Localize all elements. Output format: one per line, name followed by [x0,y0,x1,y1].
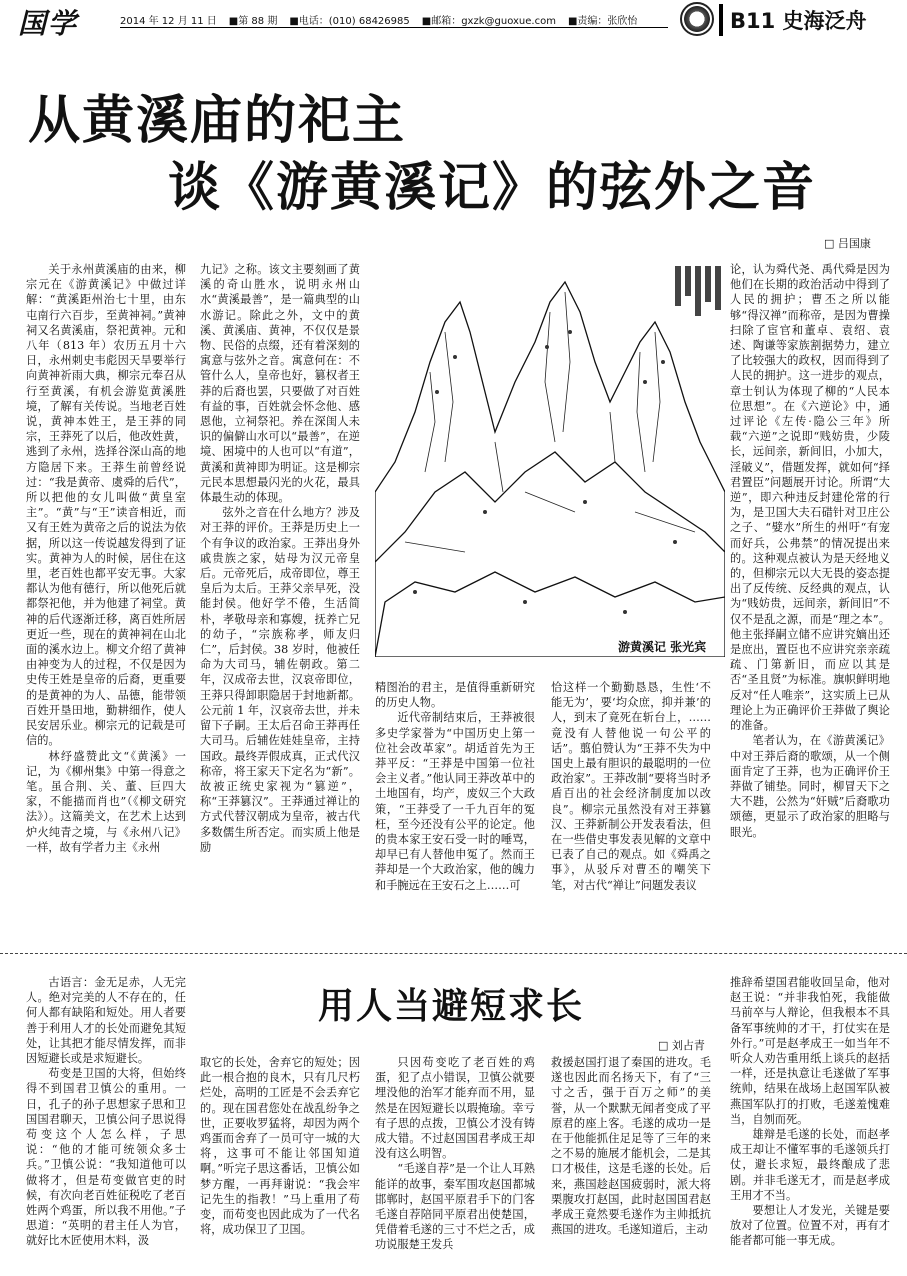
paragraph: 推辞希望国君能收回呈命，他对赵王说：“并非我怕死，我能做马前卒与人辩论，但我根本不具备军事统帅的才干，打仗实在是外行。”可是赵孝成王一如当年不听众人劝告重用纸上谈兵的赵括一样，还是执意让毛遂做了军事统帅，结果在战场上赵国军队被燕国军队打的打败，毛遂羞愧难当，自刎而死。 [730,976,890,1126]
article2-column-2 [200,1055,360,1273]
editor: ■责编：张欣怡 [567,16,638,27]
paragraph: 关于永州黄溪庙的由来，柳宗元在《游黄溪记》中做过详解：“黄溪距州治七十里，由东屯南行六百步，至黄神祠。”黄神祠又名黄溪庙，祭祀黄神。元和八年（813 年）农历五月十六日，永州刺史韦彪因天旱要举行向黄神祈雨大典，柳宗元奉召从行至黄溪，有机会游览黄溪胜境，了解有关传说。当地老百姓说，黄神本姓王，是王莽的同宗，王莽死了以后，他改姓黄，逃到了永州，选择谷深山高的地方隐居下来。王莽生前曾经说过：“我是黄帝、虞舜的后代”，所以把他的女儿叫做“黄皇室主”。“黄”与“王”读音相近，而又有王姓为黄帝之后的说法为依据，所以这一传说越发得到了证实。黄神为人的时候，居住在这里，老百姓也都平安无事。大家都认为他有德行，所以他死后就都祭祀他，并为他建了祠堂。黄神的后代逐渐迁移，离百姓所居更近一些，现在的黄神祠在山北面的溪水边上。柳文介绍了黄神由神变为人的过程，不仅是因为史传王姓是皇帝的后裔，更重要的是黄神的为人、品德，能带领百姓开垦田地，勤耕细作，使人民安居乐业。柳宗元的记载是可信的。 [26,263,186,748]
paragraph: 笔者认为，在《游黄溪记》中对王莽后裔的歌颂，从一个侧面肯定了王莽，也为正确评价王莽做了铺垫。同时，柳冒天下之大不韪，公然为“奸贼”后裔歌功颂德，更显示了政治家的胆略与眼光。 [730,734,890,839]
article1-column-4 [551,680,711,950]
paragraph: 苟变是卫国的大将，但始终得不到国君卫慎公的重用。一日，孔子的孙子思想家子思和卫国国君聊天，卫慎公问子思说得苟变这个人怎么样，子思说：“他的才能可统领众多士兵。”卫慎公说：“我知道他可以做将才，但是苟变做官吏的时候，有次向老百姓征税吃了老百姓两个鸡蛋，所以我不用他。”子思道：“英明的君主任人为官，就好比木匠使用木料，汲 [26,1067,186,1248]
article1-column-1 [26,262,186,950]
page-header [0,0,907,42]
issue-date: 2014 年 12 月 11 日 [120,16,217,27]
masthead-logo: 国学 [18,7,79,40]
paragraph: “毛遂自荐”是一个让人耳熟能详的故事，秦军围攻赵国都城邯郸时，赵国平原君手下的门客毛遂自荐陪同平原君出使楚国，凭借着毛遂的三寸不烂之舌，成功说服楚王发兵 [375,1162,535,1252]
section-label: B11 史海泛舟 [730,9,867,33]
article1-title-line1: 从黄溪庙的祀主 [28,90,407,151]
article2-title: 用人当避短求长 [318,985,585,1027]
paragraph: 九记》之称。该文主要刻画了黄溪的奇山胜水，说明永州山水“黄溪最善”，是一篇典型的山水游记。除此之外，文中的黄溪、黄溪庙、黄神，不仅仅是景物、民俗的点缀，还有着深刻的寓意与弦外之音。寓意何在：不管什么人，皇帝也好，篡权者王莽的后裔也罢，只要做了对百姓有益的事，百姓就会怀念他、感恩他，立祠祭祀。养在深闺人未识的偏僻山水可以“最善”，在逆境、困境中的人也可以“有道”，黄溪和黄神即为明证。这是柳宗元民本思想最闪光的火花，最具体最生动的体现。 [200,263,360,505]
paragraph: 雄辩是毛遂的长处，而赵孝成王却让不懂军事的毛遂领兵打仗，避长求短，最终酿成了悲剧。并非毛遂无才，而是赵孝成王用才不当。 [730,1128,890,1202]
painting-caption: 游黄溪记 张光宾 [618,640,707,654]
paragraph: 弦外之音在什么地方？涉及对王莽的评价。王莽是历史上一个有争议的政治家。王莽出身外戚贵族之家，姑母为汉元帝皇后。元帝死后，成帝即位，尊王皇后为太后。王莽父亲早死，没能封侯。他好学不倦，生活简朴，孝敬母亲和寡嫂，抚养亡兄的幼子，“宗族称孝，师友归仁”，后封侯。38 岁时，他被任命为大司马，辅佐朝政。第二年，汉成帝去世，汉哀帝即位，王莽只得卸职隐居于封地新都。公元前 1 年，汉哀帝去世，并未留下子嗣。王太后召命王莽再任大司马。后辅佐娃娃皇帝，主持国政。最终弄假成真，正式代汉称帝，将王家天下定名为“新”。故被正统史家视为“篡逆”，称“王莽篡汉”。王莽通过禅让的方式代替汉朝成为皇帝，被古代多数儒生所否定。而实质上他是励 [200,506,360,854]
email: ■邮箱：gxzk@guoxue.com [421,16,556,27]
section-divider-line [0,953,907,954]
article2-column-3 [375,1055,535,1273]
article1-column-3 [375,680,535,950]
article2-column-1 [26,975,186,1273]
paragraph: 要想让人才发光，关键是要放对了位置。位置不对，再有才能者都可能一事无成。 [730,1204,890,1248]
section-divider [719,4,723,36]
header-rule [120,27,668,28]
issue-number: ■第 88 期 [228,16,278,27]
phone: ■电话：(010) 68426985 [289,16,410,27]
article1-title-line2: 谈《游黄溪记》的弦外之音 [168,157,817,218]
paragraph: 林纾盛赞此文“《黄溪》一记，为《柳州集》中第一得意之笔。虽合荆、关、董、巨四大家，不能描而肖也”（《柳文研究法》）。这篇美文，在艺术上达到炉火纯青之境，与《永州八记》一样，故有学者力主《永州 [26,749,186,854]
paragraph: 只因苟变吃了老百姓的鸡蛋，犯了点小错误，卫慎公就要埋没他的治军才能弃而不用，显然是在因短避长以瑕掩瑜。幸亏有子思的点拨，卫慎公才没有铸成大错。不过赵国国君孝成王却没有这么明智。 [375,1056,535,1161]
paragraph: 古语言：金无足赤，人无完人。绝对完美的人不存在的，任何人都有缺陷和短处。用人者要善于利用人才的长处而避免其短处，让其把才能尽情发挥，而非因短避长或是求短避长。 [26,976,186,1066]
paragraph: 恰这样一个勤勤恳恳，生性‘不能无为’，要‘均众庶，抑并兼’的人，到末了竟死在斩台上，……竟没有人替他说一句公平的话”。翦伯赞认为“王莽不失为中国史上最有胆识的最聪明的一位政治家”。王莽改制“要将当时矛盾百出的社会经济制度加以改良”。柳宗元虽然没有对王莽篡汉、王莽新制公开发表看法，但在一些借史事发表见解的文章中已表了自己的观点。如《舜禹之事》，从驳斥对曹丕的嘲笑下笔，对古代“禅让”问题发表议 [551,681,711,892]
landscape-painting [375,262,725,657]
article2-column-5 [730,975,890,1273]
paragraph: 救援赵国打退了秦国的进攻。毛遂也因此而名扬天下，有了“三寸之舌，强于百万之师”的美誉，从一个默默无闻者变成了平原君的座上客。毛遂的成功一是在于他能抓住足足等了三年的来之不易的施展才能机会，二是其口才极佳，这是毛遂的长处。后来，燕国趁赵国疲弱时，派大将栗腹攻打赵国，此时赵国国君赵孝成王竟然要毛遂作为主帅抵抗燕国的进攻。毛遂知道后，主动 [551,1056,711,1237]
header-info [120,12,637,27]
paragraph: 取它的长处，舍弃它的短处；因此一根合抱的良木，只有几尺朽烂处，高明的工匠是不会丢弃它的。现在国君您处在战乱纷争之世，正要收罗猛将，却因为两个鸡蛋而舍弃了一员可守一城的大将，这事可不能让邻国知道啊。”听完子思这番话，卫慎公如梦方醒，一再拜谢说：“我会牢记先生的指教！”马上重用了苟变，而苟变也因此成为了一代名将，成功保卫了卫国。 [200,1056,360,1237]
article1-byline: □ 吕国康 [824,237,871,250]
paragraph: 精图治的君主，是值得重新研究的历史人物。 [375,681,535,710]
article1-column-2 [200,262,360,950]
article1-column-5 [730,262,890,950]
seal-icon [680,2,714,36]
article2-byline: □ 刘占青 [658,1039,705,1052]
article2-column-4 [551,1055,711,1273]
paragraph: 近代帝制结束后，王莽被很多史学家誉为“中国历史上第一位社会改革家”。胡适首先为王莽平反：“王莽是中国第一位社会主义者。”他认同王莽改革中的土地国有，均产，废奴三个大政策，“王莽受了一千九百年的冤枉，至今还没有公平的论定。他的贵本家王安石受一时的唾骂，却早已有人替他申冤了。然而王莽却是一个大政治家，他的魄力和手腕远在王安石之上……可 [375,711,535,892]
paragraph: 论，认为舜代尧、禹代舜是因为他们在长期的政治活动中得到了人民的拥护；曹丕之所以能够“得汉禅”而称帝，是因为曹操扫除了宦官和董卓、袁绍、袁述、陶谦等家族割据势力，建立了比较强大的政权，因而得到了人民的拥护。这一进步的观点，章士钊认为体现了柳的“人民本位思想”。在《六逆论》中，通过评论《左传·隐公三年》所载“六逆”之说即“贱妨贵，少陵长，远间亲，新间旧，小加大，淫破义”，借题发挥，就如何“择君置臣”问题展开讨论。所谓“大逆”，即六种违反封建伦常的行为，是卫国大夫石碏针对卫庄公之子、“嬖水”所生的州吁“有宠而好兵，公弗禁”的情况提出来的。这种观点被认为是天经地义的，但柳宗元以大无畏的姿态提出了反传统、反经典的观点，认为“贱妨贵，远间亲，新间旧”不仅不是乱之源，而是“理之本”。他主张择嗣立储不应讲究嫡出还是庶出，置臣也不应讲究亲亲疏疏、门第新旧，而应以其是否“圣且贤”为标准。旗帜鲜明地反对“任人唯亲”，这实质上已从理论上为正确评价王莽做了舆论的准备。 [730,263,890,733]
